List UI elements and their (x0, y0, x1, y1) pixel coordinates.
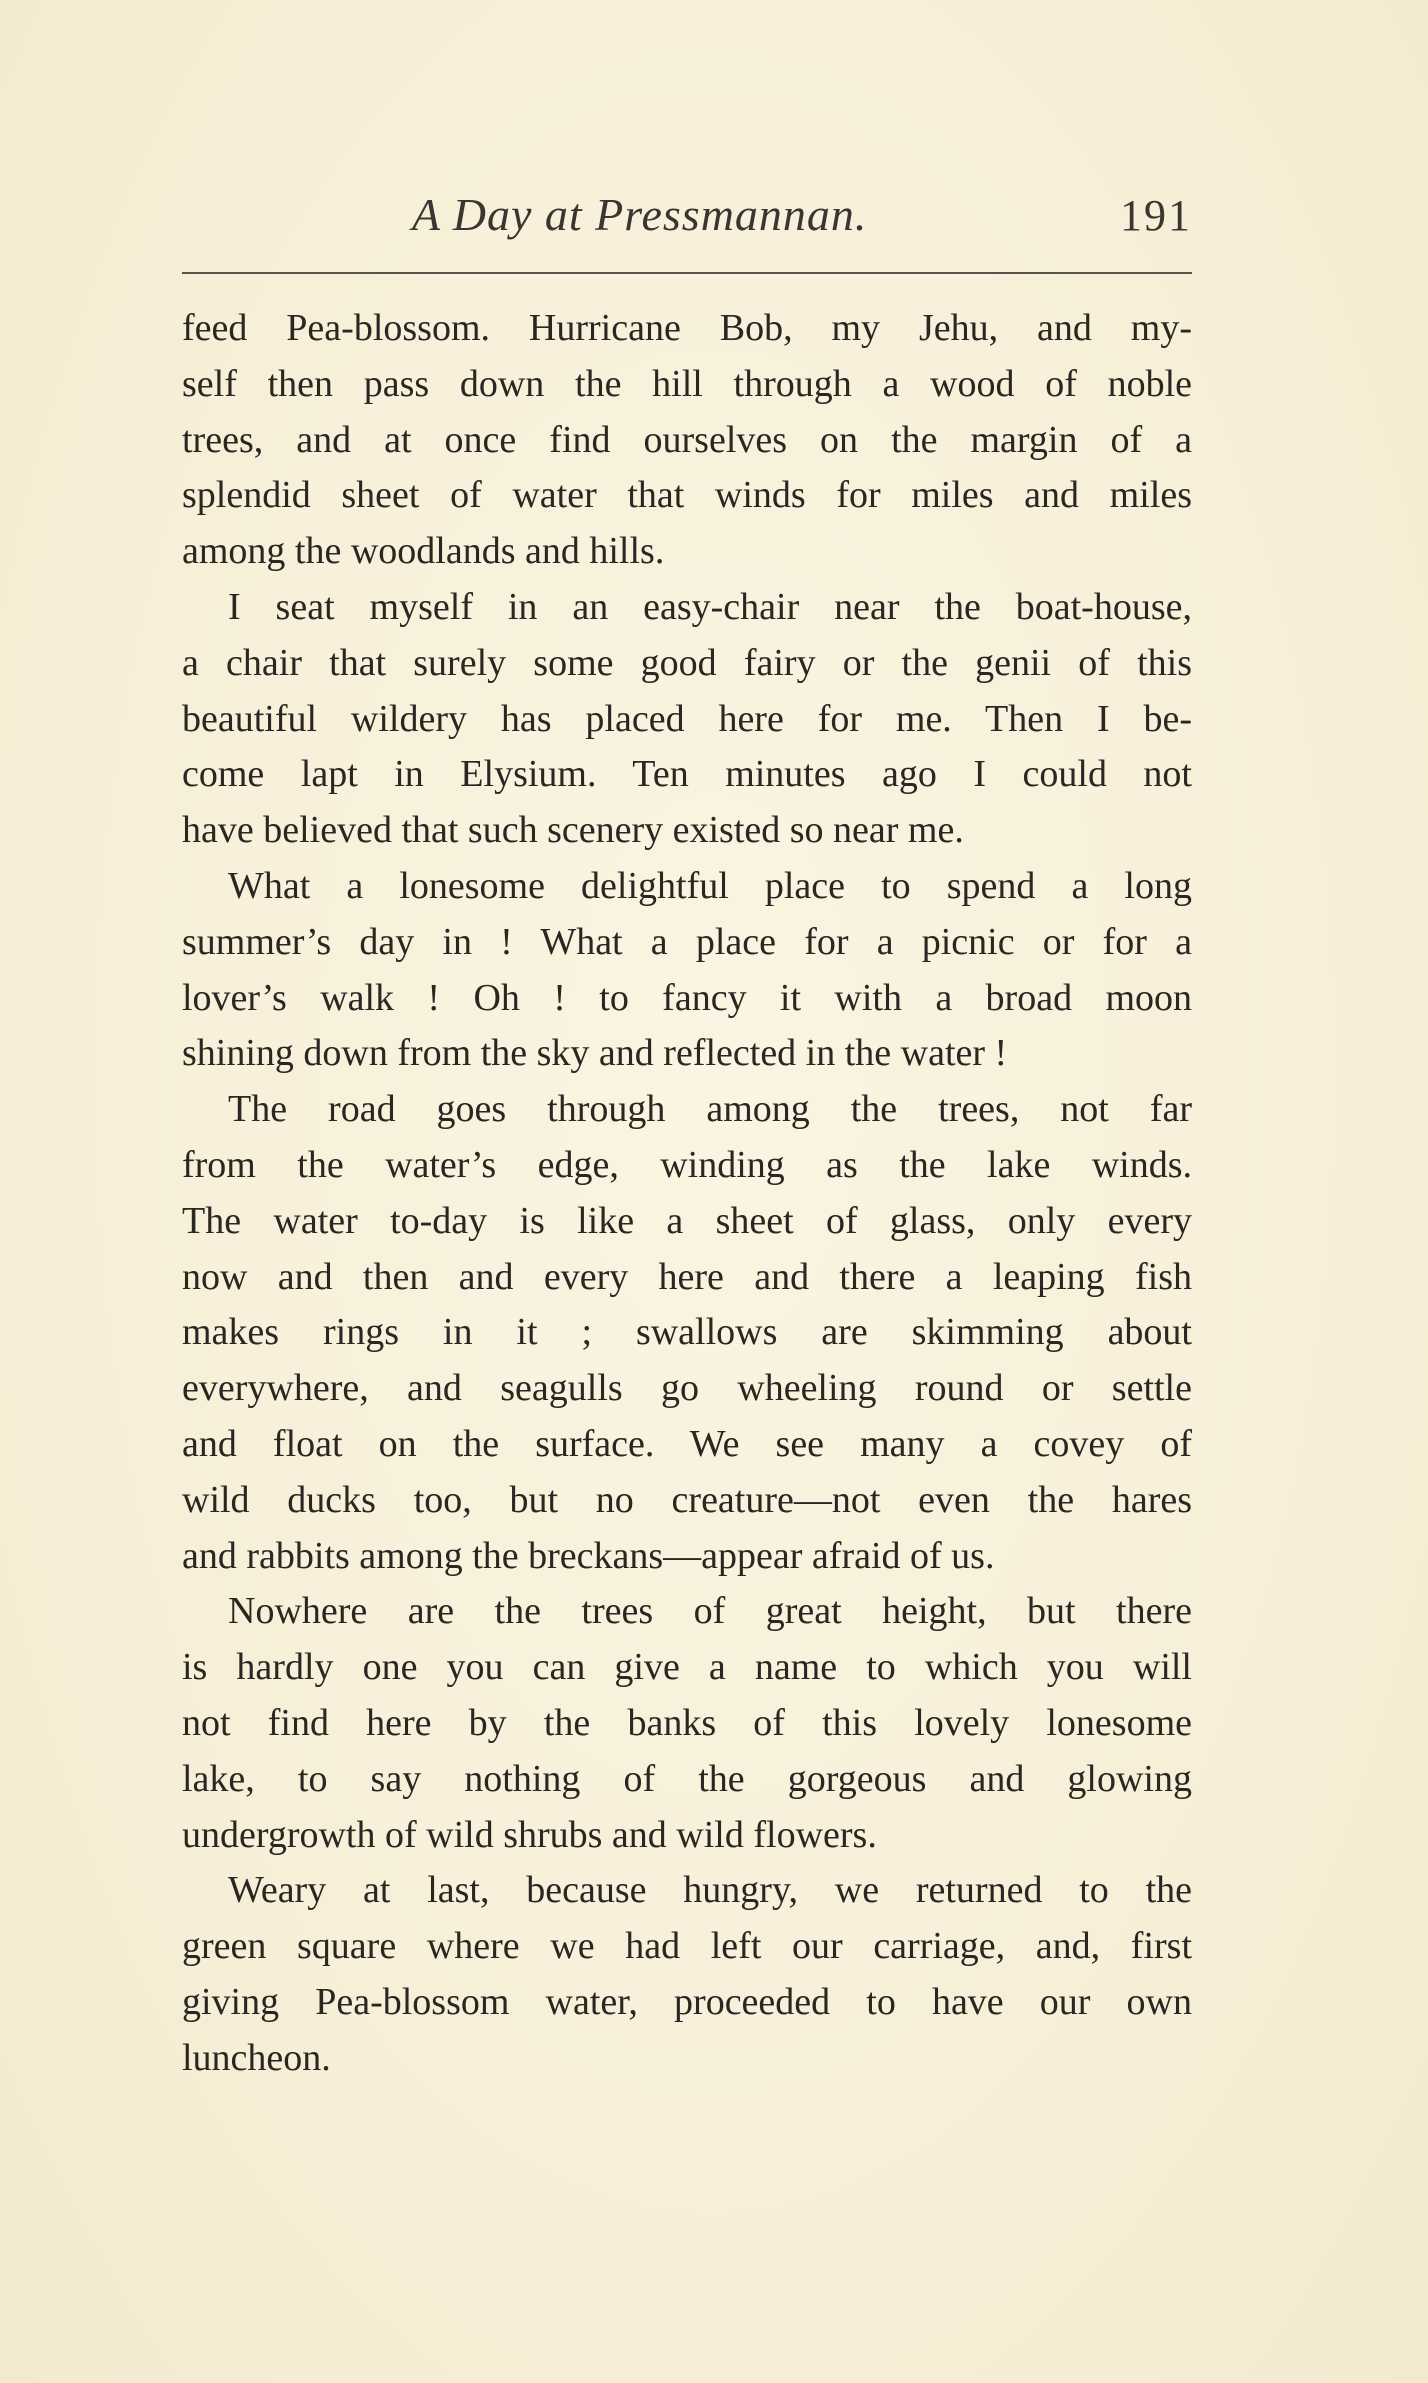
page-number: 191 (1120, 191, 1192, 240)
text-line: and float on the surface. We see many a covey of (182, 1422, 1192, 1465)
text-line: I seat myself in an easy-chair near the boat-house, (228, 585, 1192, 628)
text-line: The road goes through among the trees, not far (228, 1088, 1192, 1131)
text-line: lake, to say nothing of the gorgeous and glowing (182, 1757, 1192, 1800)
text-line: makes rings in it ; swallows are skimming about (182, 1311, 1192, 1354)
text-line: come lapt in Elysium. Ten minutes ago I could not (182, 753, 1192, 796)
text-line: trees, and at once find ourselves on the margin of a (182, 418, 1192, 461)
header-rule (182, 272, 1192, 274)
text-line: summer’s day in ! What a place for a picnic or for a (182, 920, 1192, 963)
text-line: is hardly one you can give a name to which you will (182, 1646, 1192, 1689)
text-line: giving Pea-blossom water, proceeded to have our own (182, 1980, 1192, 2023)
text-line: luncheon. (182, 2036, 331, 2079)
text-line: feed Pea-blossom. Hurricane Bob, my Jehu, and my- (182, 307, 1192, 349)
text-line: have believed that such scenery existed so near me. (182, 809, 964, 852)
text-line: a chair that surely some good fairy or the genii of this (182, 641, 1192, 684)
text-line: lover’s walk ! Oh ! to fancy it with a broad moon (182, 976, 1192, 1019)
text-line: Nowhere are the trees of great height, but there (228, 1590, 1192, 1633)
text-line: shining down from the sky and reflected in the water ! (182, 1032, 1008, 1075)
text-line: The water to-day is like a sheet of glass, only every (182, 1199, 1192, 1242)
text-line: green square where we had left our carriage, and, first (182, 1925, 1192, 1968)
text-line: wild ducks too, but no creature—not even the hares (182, 1478, 1192, 1521)
text-line: splendid sheet of water that winds for miles and miles (182, 474, 1192, 517)
text-line: What a lonesome delightful place to spend a long (228, 864, 1192, 907)
text-line: among the woodlands and hills. (182, 530, 665, 573)
text-line: not find here by the banks of this lovely lonesome (182, 1701, 1192, 1744)
running-head-title: A Day at Pressmannan. (412, 189, 868, 240)
text-line: beautiful wildery has placed here for me. Then I be- (182, 697, 1192, 740)
text-line: now and then and every here and there a leaping fish (182, 1255, 1192, 1298)
running-head (182, 188, 1192, 248)
body-text (182, 301, 1192, 2087)
text-line: self then pass down the hill through a wood of noble (182, 362, 1192, 405)
text-line: and rabbits among the breckans—appear afraid of us. (182, 1534, 995, 1577)
text-line: undergrowth of wild shrubs and wild flowers. (182, 1813, 877, 1856)
text-line: from the water’s edge, winding as the lake winds. (182, 1143, 1192, 1186)
text-line: Weary at last, because hungry, we returned to the (228, 1869, 1192, 1912)
text-line: everywhere, and seagulls go wheeling round or settle (182, 1367, 1192, 1410)
